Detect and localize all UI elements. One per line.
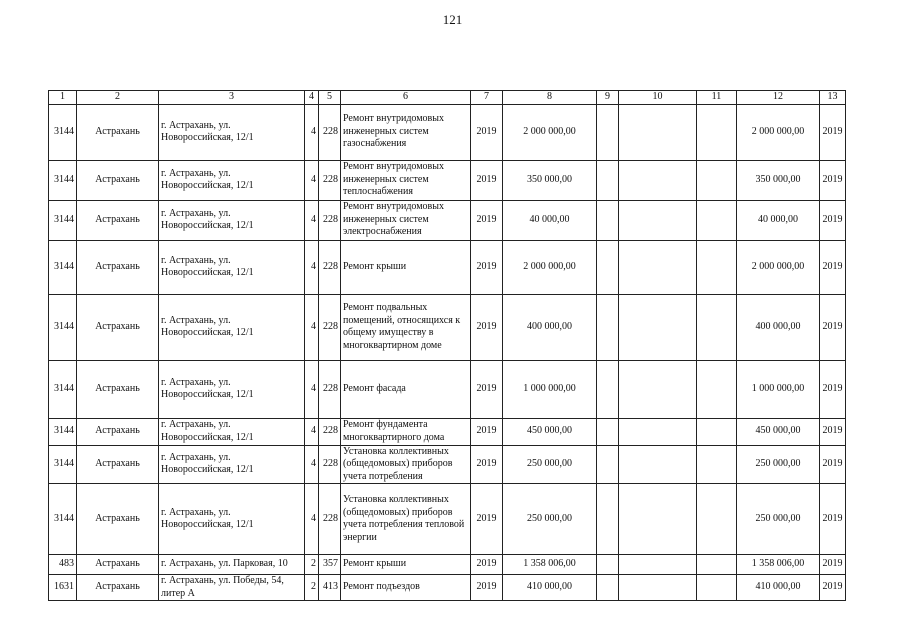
- table-row: [49, 484, 846, 555]
- cell-col10: [619, 160, 697, 200]
- cell-col11: [697, 240, 737, 294]
- column-header-10: 10: [619, 91, 697, 105]
- cell-year: 2019: [471, 555, 503, 575]
- cell-col11: [697, 418, 737, 445]
- cell-work-type: Ремонт подъездов: [341, 575, 471, 601]
- cell-house-id: 3144: [49, 445, 77, 484]
- cell-city: Астрахань: [77, 484, 159, 555]
- cell-col12-amount: 410 000,00: [737, 575, 820, 601]
- cell-col12-amount: 40 000,00: [737, 200, 820, 240]
- cell-col12-amount: 250 000,00: [737, 484, 820, 555]
- column-header-7: 7: [471, 91, 503, 105]
- cell-col8-amount: 450 000,00: [503, 418, 597, 445]
- table-row: [49, 575, 846, 601]
- cell-col9: [597, 575, 619, 601]
- table-row: [49, 418, 846, 445]
- cell-col8-amount: 1 000 000,00: [503, 360, 597, 418]
- column-header-9: 9: [597, 91, 619, 105]
- column-header-13: 13: [820, 91, 846, 105]
- table-row: [49, 160, 846, 200]
- cell-year: 2019: [471, 484, 503, 555]
- cell-address: г. Астрахань, ул. Новороссийская, 12/1: [159, 418, 305, 445]
- cell-col12-amount: 1 358 006,00: [737, 555, 820, 575]
- cell-work-type: Ремонт внутридомовых инженерных систем газоснабжения: [341, 104, 471, 160]
- cell-col5: 228: [319, 484, 341, 555]
- column-header-1: 1: [49, 91, 77, 105]
- cell-col13-year: 2019: [820, 200, 846, 240]
- cell-col11: [697, 360, 737, 418]
- cell-col10: [619, 200, 697, 240]
- cell-col9: [597, 294, 619, 360]
- cell-col9: [597, 104, 619, 160]
- cell-col12-amount: 2 000 000,00: [737, 240, 820, 294]
- cell-col10: [619, 360, 697, 418]
- cell-col11: [697, 200, 737, 240]
- cell-city: Астрахань: [77, 445, 159, 484]
- cell-city: Астрахань: [77, 418, 159, 445]
- cell-work-type: Ремонт подвальных помещений, относящихся к общему имуществу в многоквартирном доме: [341, 294, 471, 360]
- cell-col11: [697, 104, 737, 160]
- cell-address: г. Астрахань, ул. Новороссийская, 12/1: [159, 200, 305, 240]
- cell-address: г. Астрахань, ул. Новороссийская, 12/1: [159, 445, 305, 484]
- cell-year: 2019: [471, 294, 503, 360]
- table-row: [49, 445, 846, 484]
- cell-col12-amount: 2 000 000,00: [737, 104, 820, 160]
- cell-year: 2019: [471, 360, 503, 418]
- column-number-row: [49, 91, 846, 105]
- cell-col4: 4: [305, 200, 319, 240]
- cell-col10: [619, 418, 697, 445]
- cell-col11: [697, 575, 737, 601]
- cell-city: Астрахань: [77, 555, 159, 575]
- cell-col8-amount: 410 000,00: [503, 575, 597, 601]
- cell-col12-amount: 400 000,00: [737, 294, 820, 360]
- column-header-8: 8: [503, 91, 597, 105]
- cell-house-id: 3144: [49, 160, 77, 200]
- cell-work-type: Ремонт крыши: [341, 240, 471, 294]
- cell-col4: 2: [305, 555, 319, 575]
- cell-city: Астрахань: [77, 360, 159, 418]
- table-body: [49, 104, 846, 601]
- cell-col11: [697, 160, 737, 200]
- cell-col4: 4: [305, 104, 319, 160]
- cell-address: г. Астрахань, ул. Новороссийская, 12/1: [159, 484, 305, 555]
- cell-col9: [597, 160, 619, 200]
- cell-col8-amount: 2 000 000,00: [503, 104, 597, 160]
- cell-address: г. Астрахань, ул. Новороссийская, 12/1: [159, 240, 305, 294]
- cell-col4: 4: [305, 418, 319, 445]
- cell-col4: 2: [305, 575, 319, 601]
- cell-col11: [697, 555, 737, 575]
- cell-col8-amount: 250 000,00: [503, 484, 597, 555]
- cell-col5: 228: [319, 360, 341, 418]
- cell-house-id: 1631: [49, 575, 77, 601]
- cell-address: г. Астрахань, ул. Парковая, 10: [159, 555, 305, 575]
- cell-work-type: Установка коллективных (общедомовых) приборов учета потребления тепловой энергии: [341, 484, 471, 555]
- cell-col12-amount: 350 000,00: [737, 160, 820, 200]
- cell-col5: 357: [319, 555, 341, 575]
- cell-col13-year: 2019: [820, 555, 846, 575]
- cell-house-id: 3144: [49, 418, 77, 445]
- cell-col13-year: 2019: [820, 360, 846, 418]
- cell-house-id: 483: [49, 555, 77, 575]
- cell-col13-year: 2019: [820, 484, 846, 555]
- cell-address: г. Астрахань, ул. Новороссийская, 12/1: [159, 360, 305, 418]
- column-header-12: 12: [737, 91, 820, 105]
- cell-house-id: 3144: [49, 240, 77, 294]
- cell-address: г. Астрахань, ул. Новороссийская, 12/1: [159, 294, 305, 360]
- cell-col9: [597, 484, 619, 555]
- column-header-5: 5: [319, 91, 341, 105]
- cell-col4: 4: [305, 160, 319, 200]
- column-header-11: 11: [697, 91, 737, 105]
- cell-col5: 228: [319, 418, 341, 445]
- cell-col10: [619, 294, 697, 360]
- cell-work-type: Ремонт внутридомовых инженерных систем электроснабжения: [341, 200, 471, 240]
- cell-house-id: 3144: [49, 360, 77, 418]
- capital-repair-table: [48, 90, 846, 601]
- cell-year: 2019: [471, 240, 503, 294]
- cell-col5: 228: [319, 200, 341, 240]
- cell-col9: [597, 240, 619, 294]
- cell-col8-amount: 40 000,00: [503, 200, 597, 240]
- cell-col9: [597, 360, 619, 418]
- cell-col8-amount: 1 358 006,00: [503, 555, 597, 575]
- cell-col10: [619, 484, 697, 555]
- column-header-3: 3: [159, 91, 305, 105]
- cell-col10: [619, 555, 697, 575]
- cell-city: Астрахань: [77, 575, 159, 601]
- cell-col10: [619, 240, 697, 294]
- cell-address: г. Астрахань, ул. Победы, 54, литер А: [159, 575, 305, 601]
- cell-col13-year: 2019: [820, 294, 846, 360]
- cell-col5: 228: [319, 104, 341, 160]
- cell-year: 2019: [471, 200, 503, 240]
- cell-col13-year: 2019: [820, 418, 846, 445]
- cell-year: 2019: [471, 160, 503, 200]
- cell-work-type: Ремонт фундамента многоквартирного дома: [341, 418, 471, 445]
- column-header-6: 6: [341, 91, 471, 105]
- cell-house-id: 3144: [49, 294, 77, 360]
- cell-city: Астрахань: [77, 294, 159, 360]
- cell-col10: [619, 575, 697, 601]
- cell-col8-amount: 400 000,00: [503, 294, 597, 360]
- cell-year: 2019: [471, 104, 503, 160]
- cell-work-type: Ремонт фасада: [341, 360, 471, 418]
- column-header-4: 4: [305, 91, 319, 105]
- table-row: [49, 294, 846, 360]
- cell-col5: 228: [319, 240, 341, 294]
- cell-col8-amount: 250 000,00: [503, 445, 597, 484]
- cell-col4: 4: [305, 240, 319, 294]
- cell-house-id: 3144: [49, 104, 77, 160]
- cell-city: Астрахань: [77, 200, 159, 240]
- cell-address: г. Астрахань, ул. Новороссийская, 12/1: [159, 104, 305, 160]
- cell-col10: [619, 104, 697, 160]
- table-row: [49, 104, 846, 160]
- cell-col13-year: 2019: [820, 240, 846, 294]
- cell-city: Астрахань: [77, 104, 159, 160]
- cell-col12-amount: 250 000,00: [737, 445, 820, 484]
- table-row: [49, 555, 846, 575]
- cell-col11: [697, 484, 737, 555]
- cell-col10: [619, 445, 697, 484]
- table-row: [49, 360, 846, 418]
- cell-col11: [697, 294, 737, 360]
- cell-col9: [597, 445, 619, 484]
- cell-city: Астрахань: [77, 240, 159, 294]
- cell-year: 2019: [471, 575, 503, 601]
- cell-col11: [697, 445, 737, 484]
- cell-year: 2019: [471, 418, 503, 445]
- cell-col4: 4: [305, 445, 319, 484]
- cell-col9: [597, 418, 619, 445]
- cell-col5: 228: [319, 294, 341, 360]
- cell-work-type: Установка коллективных (общедомовых) приборов учета потребления: [341, 445, 471, 484]
- cell-col4: 4: [305, 294, 319, 360]
- cell-col13-year: 2019: [820, 575, 846, 601]
- cell-work-type: Ремонт крыши: [341, 555, 471, 575]
- cell-col12-amount: 1 000 000,00: [737, 360, 820, 418]
- page-number: 121: [442, 12, 463, 27]
- cell-col13-year: 2019: [820, 445, 846, 484]
- column-header-2: 2: [77, 91, 159, 105]
- table-row: [49, 200, 846, 240]
- cell-col4: 4: [305, 360, 319, 418]
- cell-col13-year: 2019: [820, 160, 846, 200]
- cell-col5: 228: [319, 160, 341, 200]
- cell-col4: 4: [305, 484, 319, 555]
- cell-address: г. Астрахань, ул. Новороссийская, 12/1: [159, 160, 305, 200]
- cell-col9: [597, 200, 619, 240]
- cell-col12-amount: 450 000,00: [737, 418, 820, 445]
- cell-col8-amount: 350 000,00: [503, 160, 597, 200]
- cell-house-id: 3144: [49, 484, 77, 555]
- cell-col5: 228: [319, 445, 341, 484]
- cell-work-type: Ремонт внутридомовых инженерных систем теплоснабжения: [341, 160, 471, 200]
- cell-year: 2019: [471, 445, 503, 484]
- cell-col5: 413: [319, 575, 341, 601]
- cell-col9: [597, 555, 619, 575]
- cell-col8-amount: 2 000 000,00: [503, 240, 597, 294]
- cell-col13-year: 2019: [820, 104, 846, 160]
- cell-city: Астрахань: [77, 160, 159, 200]
- table-row: [49, 240, 846, 294]
- cell-house-id: 3144: [49, 200, 77, 240]
